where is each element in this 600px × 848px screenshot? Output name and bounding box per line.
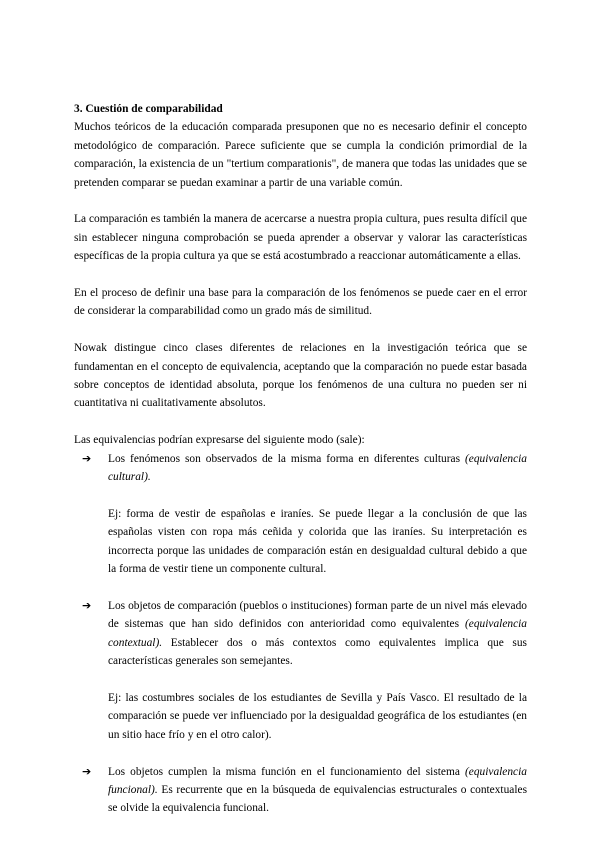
item-text: Los fenómenos son observados de la misma forma en diferentes culturas <box>108 452 461 465</box>
spacer <box>74 578 527 596</box>
paragraph-2: La comparación es también la manera de acercarse a nuestra propia cultura, pues resulta difícil que sin establecer ninguna comprobación se pueda aprender a observar y valorar las características específicas de la propia cultura ya que se está acostumbrado a reaccionar automáticamente a ellas. <box>74 213 527 263</box>
list-intro: Las equivalencias podrían expresarse del siguiente modo (sale): <box>74 434 365 447</box>
spacer <box>74 486 527 504</box>
paragraph-3: En el proceso de definir una base para la comparación de los fenómenos se puede caer en el error de considerar la comparabilidad como un grado más de similitud. <box>74 287 527 318</box>
item-after: Establecer dos o más contextos como equivalentes implica que sus características generales son semejantes. <box>108 636 527 668</box>
paragraph-4: Nowak distingue cinco clases diferentes de relaciones en la investigación teórica que se fundamentan en el concepto de equivalencia, aceptando que la comparación no puede estar basada sobre conceptos de identidad absoluta, porque los fenómenos de una cultura no pueden ser ni cuantitativa ni cualitativamente absolutos. <box>74 342 527 410</box>
item-text: Los objetos de comparación (pueblos o instituciones) forman parte de un nivel más elevado de sistemas que han sido definidos con anterioridad como equivalentes <box>108 599 527 631</box>
spacer <box>74 413 527 431</box>
item-term: (equivalencia cultural). <box>108 452 527 484</box>
list-item <box>74 450 527 487</box>
spacer <box>74 192 527 210</box>
spacer <box>74 744 527 762</box>
item-term: (equivalencia contextual). <box>108 618 527 649</box>
item-example: Ej: forma de vestir de españolas e iraníes. Se puede llegar a la conclusión de que las españolas visten con ropa más ceñida y colorida que las iraníes. Su interpretación es incorrecta porque las unidades de comparación están en desigualdad cultural debido a que la forma de vestir tiene un componente cultural. <box>108 507 527 576</box>
spacer <box>74 321 527 339</box>
item-term: (equivalencia funcional). <box>108 765 527 796</box>
arrow-right-icon: ➔ <box>82 598 92 612</box>
section-heading: 3. Cuestión de comparabilidad <box>74 103 223 115</box>
list-item <box>74 597 527 671</box>
document-page <box>74 100 527 818</box>
item-after: Es recurrente que en la búsqueda de equivalencias estructurales o contextuales se olvide la equivalencia funcional. <box>108 783 527 815</box>
spacer <box>74 266 527 284</box>
item-text: Los objetos cumplen la misma función en el funcionamiento del sistema <box>108 765 460 778</box>
paragraph-1: Muchos teóricos de la educación comparada presuponen que no es necesario definir el concepto metodológico de comparación. Parece suficiente que se cumpla la condición primordial de la comparación, la existencia de un "tertium comparationis", de manera que todas las unidades que se pretenden comparar se puedan examinar a partir de una variable común. <box>74 121 527 189</box>
equivalence-list <box>74 450 527 818</box>
arrow-right-icon: ➔ <box>82 764 92 778</box>
spacer <box>74 671 527 689</box>
arrow-right-icon: ➔ <box>82 451 92 465</box>
list-item <box>74 763 527 818</box>
item-example: Ej: las costumbres sociales de los estudiantes de Sevilla y País Vasco. El resultado de la comparación se puede ver influenciado por la desigualdad geográfica de los estudiantes (en un sitio hace frío y en el otro calor). <box>108 691 527 741</box>
